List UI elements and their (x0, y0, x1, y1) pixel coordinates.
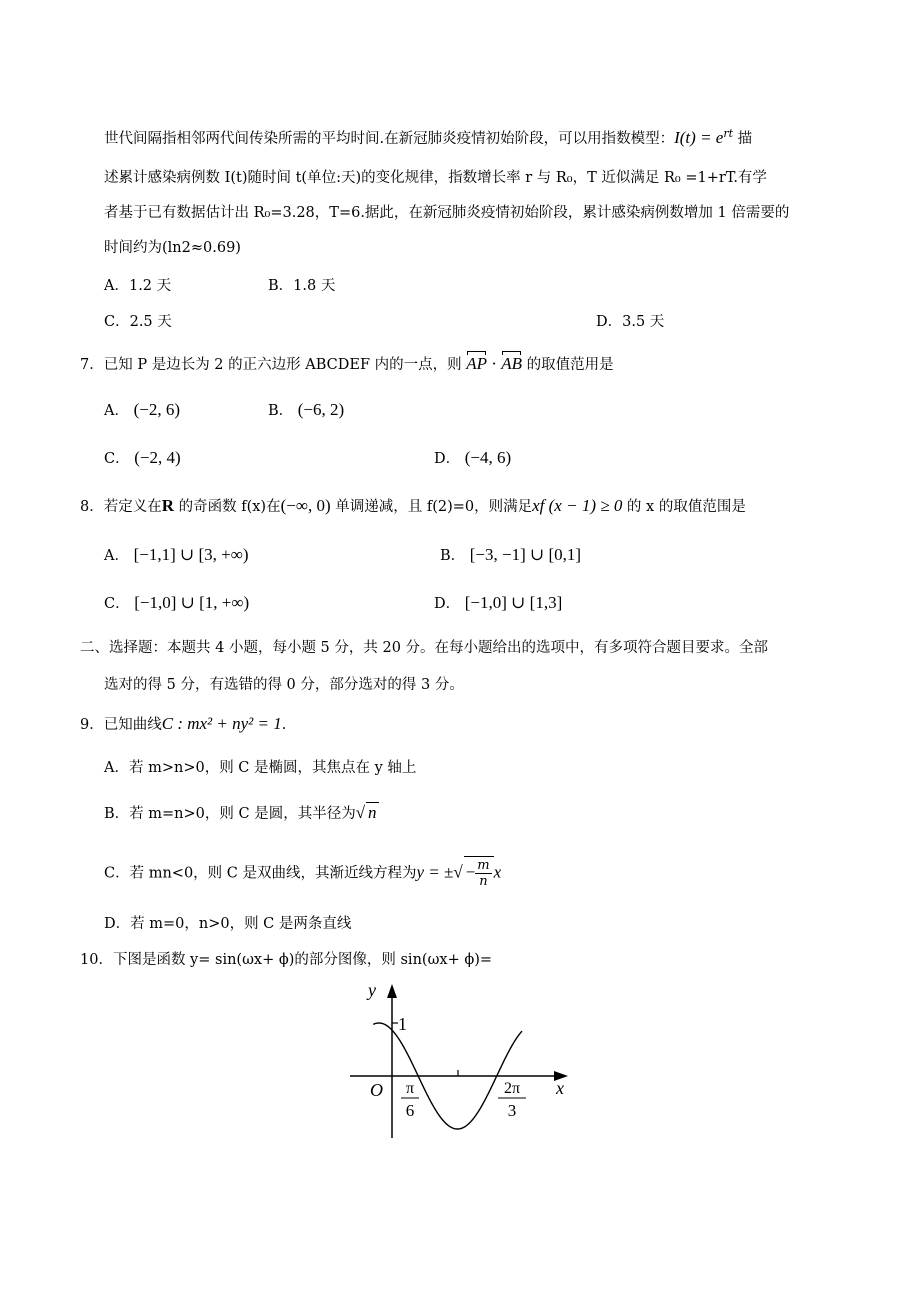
q6-option-b: B．1.8 天 (268, 278, 336, 294)
q6-line-3: 者基于已有数据估计出 R₀=3.28，T=6.据此，在新冠肺炎疫情初始阶段，累计感染病例数增加 1 倍需要的 (104, 205, 790, 221)
q8-option-c: C． [−1,0] ∪ [1, +∞) (104, 593, 250, 612)
q6-line1-tail: 描 (733, 130, 753, 147)
q8-stem: 8．若定义在R 的奇函数 f(x)在(−∞, 0) 单调递减，且 f(2)=0，则满足xf (x − 1) ≥ 0 的 x 的取值范围是 (80, 496, 746, 515)
q9-option-b: B．若 m=n>0，则 C 是圆，其半径为√ n (104, 803, 377, 822)
x-axis-label: x (556, 1078, 564, 1098)
y-tick-label: 1 (398, 1014, 407, 1034)
q6-option-c: C．2.5 天 (104, 314, 172, 330)
x-tick-label-pi-6-num: π (405, 1080, 415, 1097)
q7-suffix: 的取值范用是 (521, 357, 614, 373)
q8-interval: (−∞, 0) (280, 496, 331, 515)
q8-option-b: B． [−3, −1] ∪ [0,1] (440, 545, 582, 564)
section2-heading-line2: 选对的得 5 分，有选错的得 0 分，部分选对的得 3 分。 (104, 677, 464, 693)
q6-line1-text: 世代间隔指相邻两代间传染所需的平均时间.在新冠肺炎疫情初始阶段，可以用指数模型： (104, 130, 675, 147)
q9-option-d: D．若 m=0，n>0，则 C 是两条直线 (104, 916, 352, 932)
q8-inequality: xf (x − 1) ≥ 0 (532, 496, 623, 515)
q9-curve-equation: C : mx² + ny² = 1 (161, 714, 282, 733)
q9-option-c: C．若 mn<0，则 C 是双曲线，其渐近线方程为y = ±√ − $\frac{m}{n}$ x (104, 858, 502, 889)
x-tick-label-pi-6-den: 6 (405, 1101, 415, 1120)
dot-operator: · (487, 354, 502, 373)
y-axis-arrow (387, 984, 397, 998)
q6-formula: I(t) = e (674, 127, 724, 147)
q6-line-4: 时间约为(ln2≈0.69) (104, 240, 241, 256)
fraction-m-over-n: $\frac{m}{n}$ (477, 858, 490, 889)
q8-option-a: A． [−1,1] ∪ [3, +∞) (104, 545, 249, 564)
q7-prefix: 7．已知 P 是边长为 2 的正六边形 ABCDEF 内的一点，则 (80, 357, 467, 373)
q7-option-a: A． (−2, 6) (104, 400, 181, 419)
q7-option-c: C． (−2, 4) (104, 448, 181, 467)
q9-stem: 9．已知曲线C : mx² + ny² = 1. (80, 714, 287, 733)
q8-option-d: D． [−1,0] ∪ [1,3] (434, 593, 563, 612)
q10-stem: 10．下图是函数 y= sin(ωx+ ϕ)的部分图像，则 sin(ωx+ ϕ)= (80, 952, 493, 968)
x-tick-label-2pi-3-den: 3 (507, 1101, 517, 1120)
q6-option-a: A．1.2 天 (104, 278, 172, 294)
q7-stem (80, 354, 614, 375)
q6-formula-exponent: rt (723, 127, 734, 140)
x-tick-label-2pi-3-num: 2π (503, 1080, 521, 1097)
origin-label: O (370, 1080, 383, 1100)
sine-graph (340, 978, 580, 1148)
q7-option-b: B． (−6, 2) (268, 400, 345, 419)
section2-heading-line1: 二、选择题：本题共 4 小题，每小题 5 分，共 20 分。在每小题给出的选项中，有多项符合题目要求。全部 (80, 640, 769, 656)
vector-ap: AP (466, 354, 488, 373)
q6-option-d: D．3.5 天 (596, 314, 665, 330)
q7-option-d: D． (−4, 6) (434, 448, 512, 467)
vector-ab: AB (501, 354, 522, 373)
real-numbers-symbol: R (161, 496, 175, 515)
y-axis-label: y (368, 980, 376, 1000)
sqrt-n: n (368, 803, 377, 822)
q6-line-1 (104, 124, 752, 149)
q9-option-a: A．若 m>n>0，则 C 是椭圆，其焦点在 y 轴上 (104, 760, 417, 776)
q6-line-2: 述累计感染病例数 I(t)随时间 t(单位:天)的变化规律，指数增长率 r 与 R₀，T 近似满足 R₀ =1+rT.有学 (104, 170, 767, 186)
